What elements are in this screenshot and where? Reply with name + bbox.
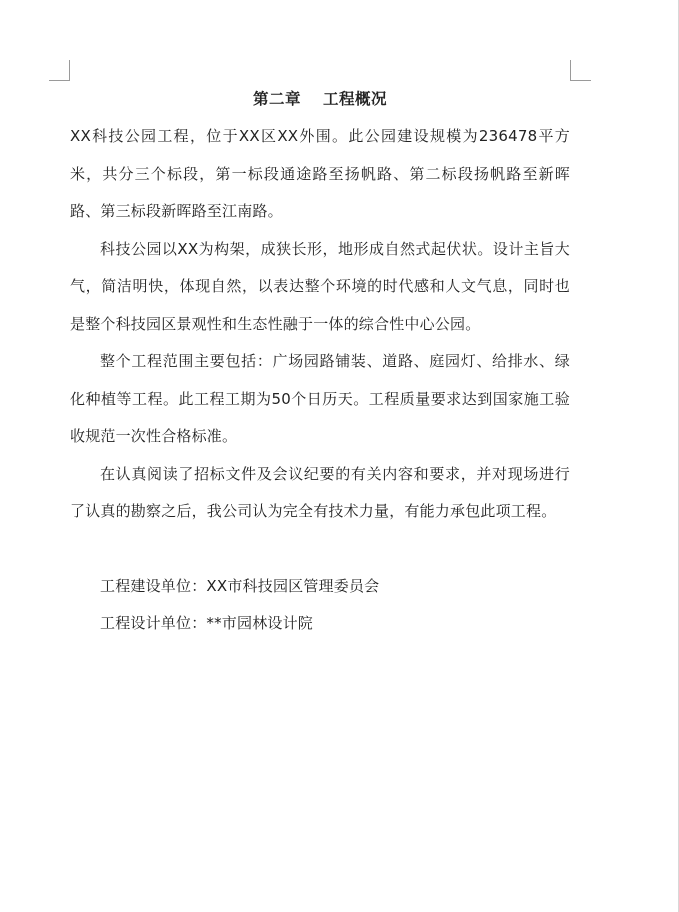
design-unit-line: 工程设计单位：**市园林设计院: [100, 614, 314, 632]
paragraph-design-concept: 科技公园以XX为构架，成狭长形，地形成自然式起伏状。设计主旨大气，简洁明快，体现自然，以表达整个环境的时代感和人文气息，同时也是整个科技园区景观性和生态性融于一体的综合性中心公园。: [70, 239, 570, 333]
blank-line: [70, 531, 570, 568]
margin-corner-mark-left: [49, 60, 70, 81]
paragraph-project-location: XX科技公园工程，位于XX区XX外围。此公园建设规模为236478平方米，共分三个标段，第一标段通途路至扬帆路、第二标段扬帆路至新晖路、第三标段新晖路至江南路。: [70, 127, 570, 220]
paragraph-company-capability: 在认真阅读了招标文件及会议纪要的有关内容和要求，并对现场进行了认真的勘察之后，我公司认为完全有技术力量，有能力承包此项工程。: [70, 464, 570, 520]
document-body[interactable]: [70, 86, 570, 643]
chapter-title: 第二章 工程概况: [253, 90, 387, 108]
paragraph-project-scope: 整个工程范围主要包括：广场园路铺装、道路、庭园灯、给排水、绿化种植等工程。此工程工期为50个日历天。工程质量要求达到国家施工验收规范一次性合格标准。: [70, 352, 570, 445]
margin-corner-mark-right: [570, 60, 591, 81]
construction-unit-line: 工程建设单位：XX市科技园区管理委员会: [100, 576, 380, 595]
